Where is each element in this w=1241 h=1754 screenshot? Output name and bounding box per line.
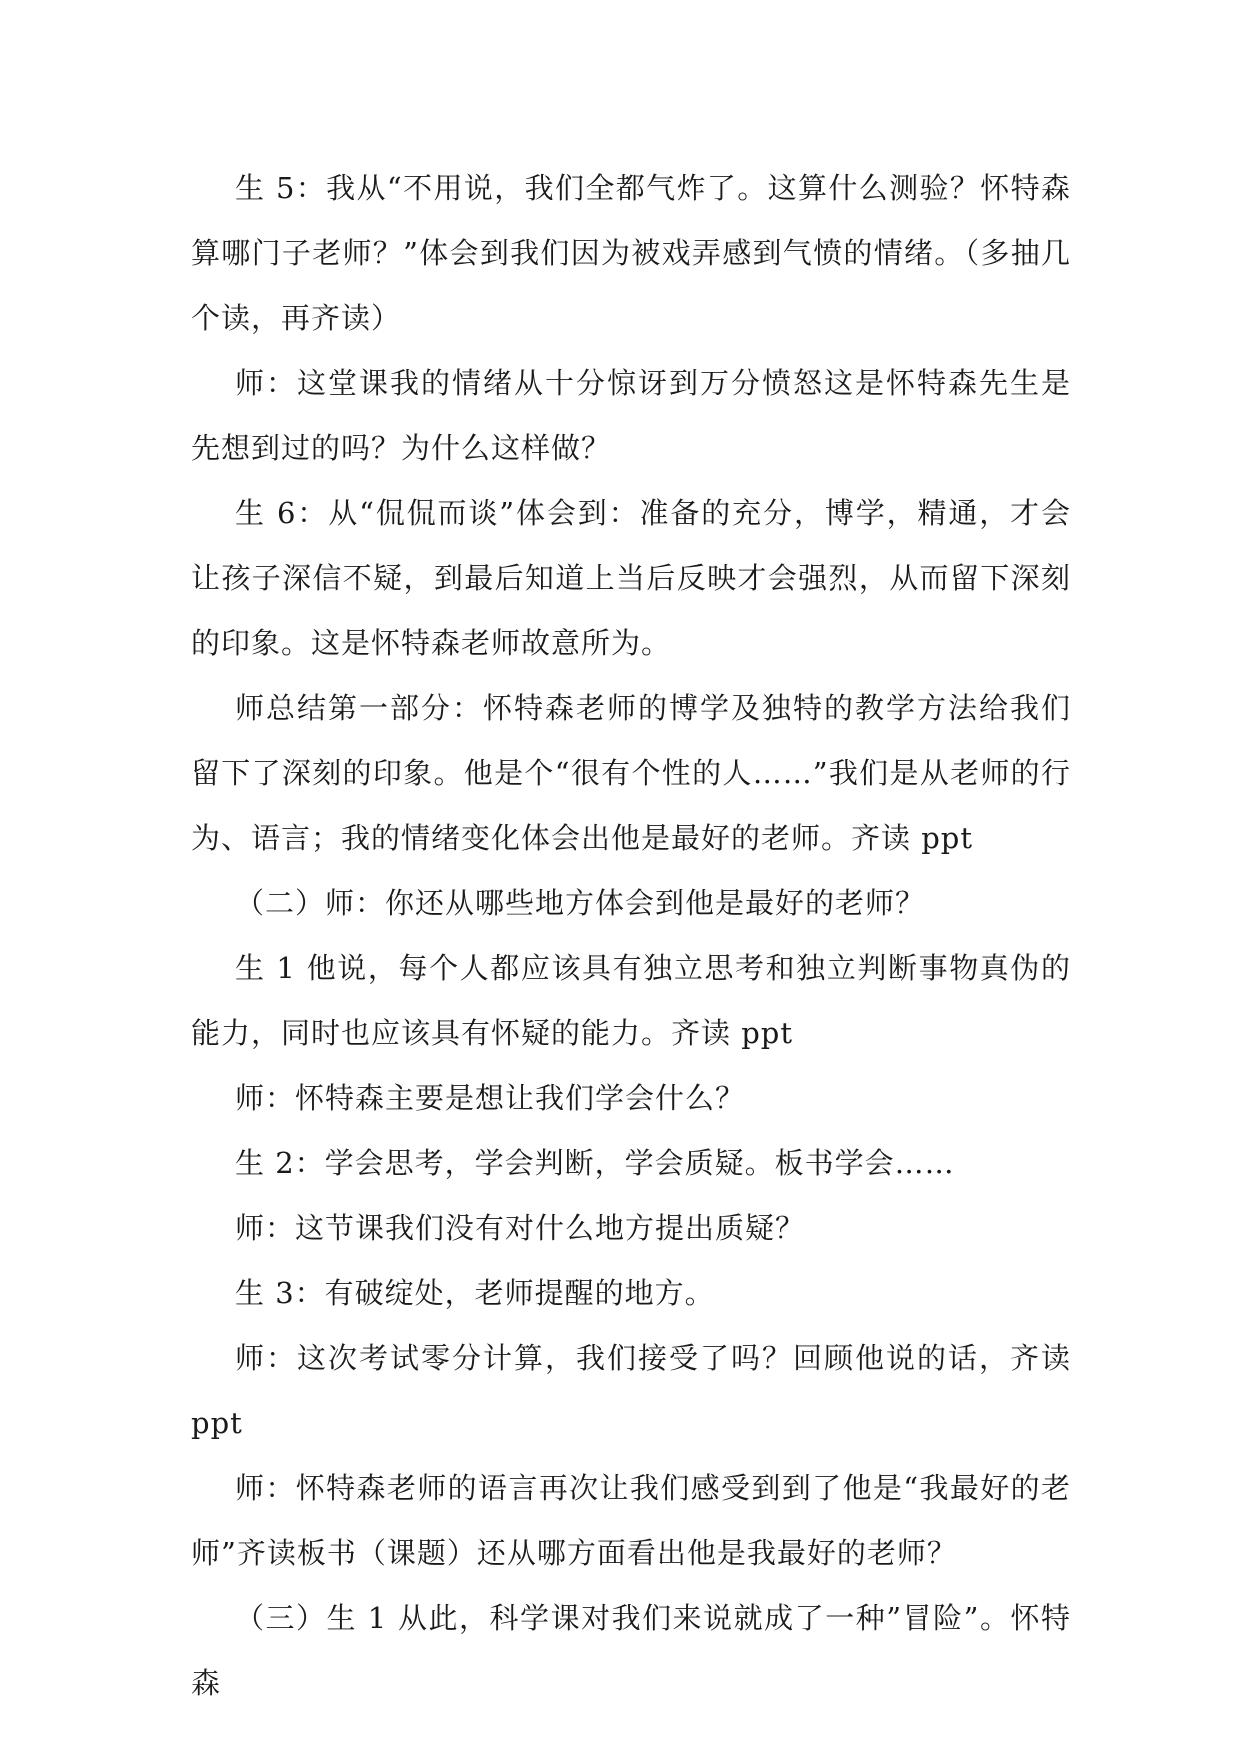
paragraph: 师：这节课我们没有对什么地方提出质疑？ <box>235 1211 806 1245</box>
paragraph: 生 3：有破绽处，老师提醒的地方。 <box>235 1276 715 1310</box>
document-body <box>191 156 1071 1716</box>
paragraph: 生 6：从“侃侃而谈”体会到：准备的充分，博学，精通，才会让孩子深信不疑，到最后知道上当后反映才会强烈，从而留下深刻的印象。这是怀特森老师故意所为。 <box>191 496 1071 660</box>
paragraph: 师：怀特森主要是想让我们学会什么？ <box>235 1081 746 1115</box>
paragraph: 师：这次考试零分计算，我们接受了吗？回顾他说的话，齐读 ppt <box>191 1341 1071 1440</box>
paragraph: （二）师：你还从哪些地方体会到他是最好的老师？ <box>235 886 926 920</box>
paragraph: 师：怀特森老师的语言再次让我们感受到到了他是“我最好的老师”齐读板书（课题）还从哪方面看出他是我最好的老师？ <box>191 1471 1071 1570</box>
paragraph: 生 2：学会思考，学会判断，学会质疑。板书学会…… <box>235 1146 955 1180</box>
paragraph: 师总结第一部分：怀特森老师的博学及独特的教学方法给我们留下了深刻的印象。他是个“很有个性的人……”我们是从老师的行为、语言；我的情绪变化体会出他是最好的老师。齐读 ppt <box>191 691 1071 855</box>
paragraph: 生 1 他说，每个人都应该具有独立思考和独立判断事物真伪的能力，同时也应该具有怀疑的能力。齐读 ppt <box>191 951 1071 1050</box>
paragraph: 师：这堂课我的情绪从十分惊讶到万分愤怒这是怀特森先生是先想到过的吗？为什么这样做？ <box>191 366 1071 465</box>
paragraph: （三）生 1 从此，科学课对我们来说就成了一种”冒险”。怀特森 <box>191 1601 1071 1700</box>
paragraph: 生 5：我从“不用说，我们全都气炸了。这算什么测验？怀特森算哪门子老师？”体会到我们因为被戏弄感到气愤的情绪。（多抽几个读，再齐读） <box>191 171 1071 335</box>
